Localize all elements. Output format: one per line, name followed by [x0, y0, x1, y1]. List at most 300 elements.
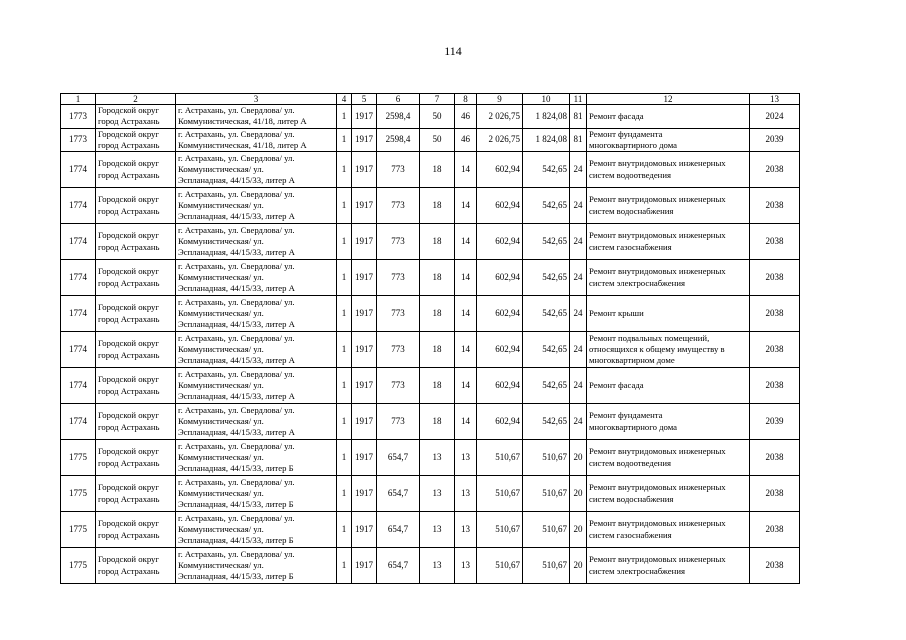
column-4-cell: 1: [337, 296, 352, 332]
column-number-header: 11: [570, 94, 587, 105]
district-cell: [96, 296, 176, 332]
column-9-cell: 510,67: [477, 440, 523, 476]
column-8-cell: 14: [455, 224, 477, 260]
column-9-cell: 510,67: [477, 548, 523, 584]
address-cell-line: г. Астрахань, ул. Свердлова/ ул.: [178, 404, 295, 415]
column-9-cell: 510,67: [477, 476, 523, 512]
column-9-cell: 602,94: [477, 296, 523, 332]
column-11-cell: 20: [570, 548, 587, 584]
plan-year-cell: 2038: [750, 332, 800, 368]
plan-year-cell: 2038: [750, 512, 800, 548]
work-type-cell-line: многоквартирного дома: [589, 421, 678, 432]
address-cell-line: Коммунистическая, 41/18, литер А: [178, 139, 307, 150]
address-cell: [176, 224, 337, 260]
work-type-cell-line: Ремонт крыши: [589, 308, 644, 319]
area-cell: 773: [377, 224, 420, 260]
area-cell: 773: [377, 296, 420, 332]
work-type-cell: [587, 368, 750, 404]
district-cell-line: город Астрахань: [98, 116, 160, 127]
address-cell-line: Коммунистическая/ ул.: [178, 560, 264, 571]
address-cell: [176, 152, 337, 188]
column-8-cell: 13: [455, 512, 477, 548]
column-number-header: 9: [477, 94, 523, 105]
row-number-cell: 1774: [61, 368, 96, 404]
area-cell: 773: [377, 332, 420, 368]
address-cell-line: г. Астрахань, ул. Свердлова/ ул.: [178, 440, 295, 451]
column-11-cell: 24: [570, 368, 587, 404]
plan-year-cell: 2038: [750, 296, 800, 332]
address-cell: [176, 260, 337, 296]
column-8-cell: 13: [455, 440, 477, 476]
year-cell: 1917: [352, 188, 377, 224]
work-type-cell: [587, 260, 750, 296]
work-type-cell-line: Ремонт внутридомовых инженерных: [589, 554, 726, 565]
address-cell-line: Коммунистическая/ ул.: [178, 164, 264, 175]
row-number-cell: 1775: [61, 548, 96, 584]
address-cell-line: г. Астрахань, ул. Свердлова/ ул.: [178, 548, 295, 559]
column-7-cell: 18: [420, 260, 455, 296]
column-10-cell: 542,65: [523, 296, 570, 332]
column-10-cell: 542,65: [523, 368, 570, 404]
work-type-cell-line: относящихся к общему имуществу в: [589, 344, 725, 355]
column-11-cell: 24: [570, 404, 587, 440]
district-cell: [96, 105, 176, 129]
column-8-cell: 46: [455, 105, 477, 129]
work-type-cell-line: Ремонт фундамента: [589, 128, 663, 139]
year-cell: 1917: [352, 512, 377, 548]
column-8-cell: 14: [455, 152, 477, 188]
year-cell: 1917: [352, 332, 377, 368]
district-cell: [96, 368, 176, 404]
column-8-cell: 46: [455, 128, 477, 152]
column-9-cell: 2 026,75: [477, 128, 523, 152]
address-cell-line: Коммунистическая/ ул.: [178, 200, 264, 211]
work-type-cell: [587, 404, 750, 440]
column-10-cell: 542,65: [523, 224, 570, 260]
address-cell-line: г. Астрахань, ул. Свердлова/ ул.: [178, 224, 295, 235]
row-number-cell: 1774: [61, 152, 96, 188]
column-9-cell: 510,67: [477, 512, 523, 548]
address-cell-line: г. Астрахань, ул. Свердлова/ ул.: [178, 512, 295, 523]
plan-year-cell: 2038: [750, 476, 800, 512]
district-cell-line: Городской округ: [98, 374, 159, 385]
table-row: [61, 296, 800, 332]
work-type-cell: [587, 224, 750, 260]
address-cell: [176, 476, 337, 512]
address-cell: [176, 105, 337, 129]
area-cell: 773: [377, 368, 420, 404]
area-cell: 654,7: [377, 476, 420, 512]
district-cell-line: Городской округ: [98, 482, 159, 493]
district-cell-line: Городской округ: [98, 128, 159, 139]
column-11-cell: 24: [570, 332, 587, 368]
area-cell: 654,7: [377, 548, 420, 584]
year-cell: 1917: [352, 368, 377, 404]
district-cell: [96, 152, 176, 188]
column-10-cell: 1 824,08: [523, 128, 570, 152]
work-type-cell-line: Ремонт фасада: [589, 110, 644, 121]
column-10-cell: 510,67: [523, 440, 570, 476]
column-10-cell: 510,67: [523, 512, 570, 548]
area-cell: 773: [377, 152, 420, 188]
address-cell: [176, 296, 337, 332]
column-8-cell: 13: [455, 476, 477, 512]
column-10-cell: 542,65: [523, 404, 570, 440]
address-cell-line: г. Астрахань, ул. Свердлова/ ул.: [178, 188, 295, 199]
column-number-header: 2: [96, 94, 176, 105]
column-4-cell: 1: [337, 512, 352, 548]
address-cell-line: Эспланадная, 44/15/33, литер А: [178, 247, 295, 258]
work-type-cell-line: Ремонт внутридомовых инженерных: [589, 518, 726, 529]
column-number-header: 12: [587, 94, 750, 105]
address-cell-line: Коммунистическая/ ул.: [178, 416, 264, 427]
year-cell: 1917: [352, 152, 377, 188]
district-cell-line: Городской округ: [98, 518, 159, 529]
address-cell-line: Коммунистическая/ ул.: [178, 452, 264, 463]
row-number-cell: 1775: [61, 512, 96, 548]
work-type-cell-line: Ремонт внутридомовых инженерных: [589, 446, 726, 457]
district-cell-line: город Астрахань: [98, 313, 160, 324]
district-cell-line: Городской округ: [98, 338, 159, 349]
address-cell-line: Коммунистическая/ ул.: [178, 380, 264, 391]
district-cell: [96, 224, 176, 260]
plan-year-cell: 2039: [750, 128, 800, 152]
column-7-cell: 13: [420, 476, 455, 512]
column-4-cell: 1: [337, 332, 352, 368]
column-number-header: 13: [750, 94, 800, 105]
address-cell-line: Эспланадная, 44/15/33, литер А: [178, 319, 295, 330]
address-cell-line: Эспланадная, 44/15/33, литер А: [178, 355, 295, 366]
address-cell-line: Эспланадная, 44/15/33, литер А: [178, 175, 295, 186]
column-4-cell: 1: [337, 128, 352, 152]
district-cell-line: город Астрахань: [98, 529, 160, 540]
work-type-cell-line: Ремонт подвальных помещений,: [589, 332, 710, 343]
column-7-cell: 50: [420, 128, 455, 152]
column-10-cell: 510,67: [523, 476, 570, 512]
area-cell: 654,7: [377, 512, 420, 548]
plan-year-cell: 2038: [750, 260, 800, 296]
district-cell-line: город Астрахань: [98, 205, 160, 216]
district-cell-line: Городской округ: [98, 554, 159, 565]
district-cell-line: город Астрахань: [98, 493, 160, 504]
column-11-cell: 20: [570, 440, 587, 476]
year-cell: 1917: [352, 476, 377, 512]
district-cell: [96, 404, 176, 440]
work-type-cell-line: систем электроснабжения: [589, 565, 685, 576]
work-type-cell-line: Ремонт внутридомовых инженерных: [589, 482, 726, 493]
district-cell: [96, 476, 176, 512]
year-cell: 1917: [352, 404, 377, 440]
column-number-header: 8: [455, 94, 477, 105]
district-cell-line: город Астрахань: [98, 139, 160, 150]
address-cell: [176, 404, 337, 440]
column-4-cell: 1: [337, 152, 352, 188]
row-number-cell: 1774: [61, 224, 96, 260]
row-number-cell: 1775: [61, 440, 96, 476]
district-cell: [96, 512, 176, 548]
column-11-cell: 81: [570, 128, 587, 152]
district-cell-line: Городской округ: [98, 105, 159, 115]
column-7-cell: 18: [420, 188, 455, 224]
plan-year-cell: 2038: [750, 368, 800, 404]
table-row: [61, 224, 800, 260]
column-number-header: 3: [176, 94, 337, 105]
table-row: [61, 332, 800, 368]
work-type-cell-line: систем водоотведения: [589, 457, 671, 468]
column-number-header: 7: [420, 94, 455, 105]
year-cell: 1917: [352, 548, 377, 584]
column-number-header: 10: [523, 94, 570, 105]
column-9-cell: 602,94: [477, 188, 523, 224]
address-cell: [176, 368, 337, 404]
year-cell: 1917: [352, 105, 377, 129]
district-cell-line: город Астрахань: [98, 385, 160, 396]
column-4-cell: 1: [337, 476, 352, 512]
work-type-cell: [587, 105, 750, 129]
column-8-cell: 14: [455, 188, 477, 224]
address-cell-line: Эспланадная, 44/15/33, литер А: [178, 391, 295, 402]
district-cell: [96, 128, 176, 152]
plan-year-cell: 2039: [750, 404, 800, 440]
column-11-cell: 81: [570, 105, 587, 129]
table-row: [61, 128, 800, 152]
address-cell-line: г. Астрахань, ул. Свердлова/ ул.: [178, 296, 295, 307]
address-cell: [176, 332, 337, 368]
column-8-cell: 14: [455, 404, 477, 440]
address-cell-line: г. Астрахань, ул. Свердлова/ ул.: [178, 368, 295, 379]
table-row: [61, 512, 800, 548]
district-cell-line: город Астрахань: [98, 565, 160, 576]
work-type-cell-line: Ремонт внутридомовых инженерных: [589, 266, 726, 277]
address-cell-line: Коммунистическая/ ул.: [178, 236, 264, 247]
column-10-cell: 510,67: [523, 548, 570, 584]
work-type-cell: [587, 476, 750, 512]
address-cell-line: Эспланадная, 44/15/33, литер А: [178, 427, 295, 438]
work-type-cell-line: систем газоснабжения: [589, 241, 672, 252]
address-cell-line: г. Астрахань, ул. Свердлова/ ул.: [178, 128, 295, 139]
work-type-cell: [587, 440, 750, 476]
district-cell-line: Городской округ: [98, 158, 159, 169]
work-type-cell-line: систем водоотведения: [589, 169, 671, 180]
column-number-header: 6: [377, 94, 420, 105]
column-10-cell: 542,65: [523, 332, 570, 368]
column-11-cell: 20: [570, 512, 587, 548]
table-row: [61, 476, 800, 512]
district-cell-line: Городской округ: [98, 410, 159, 421]
work-type-cell: [587, 332, 750, 368]
column-10-cell: 542,65: [523, 152, 570, 188]
work-type-cell-line: Ремонт фундамента: [589, 410, 663, 421]
year-cell: 1917: [352, 260, 377, 296]
year-cell: 1917: [352, 440, 377, 476]
column-7-cell: 18: [420, 224, 455, 260]
plan-year-cell: 2038: [750, 188, 800, 224]
work-type-cell-line: систем газоснабжения: [589, 529, 672, 540]
work-type-cell-line: Ремонт внутридомовых инженерных: [589, 158, 726, 169]
column-11-cell: 24: [570, 296, 587, 332]
column-8-cell: 14: [455, 296, 477, 332]
column-10-cell: 542,65: [523, 260, 570, 296]
table-row: [61, 440, 800, 476]
column-number-row: [61, 94, 800, 105]
table-row: [61, 188, 800, 224]
work-type-cell: [587, 296, 750, 332]
column-9-cell: 602,94: [477, 332, 523, 368]
table-body: [61, 105, 800, 584]
work-type-cell-line: Ремонт внутридомовых инженерных: [589, 194, 726, 205]
address-cell-line: Коммунистическая/ ул.: [178, 344, 264, 355]
work-type-cell-line: Ремонт фасада: [589, 380, 644, 391]
plan-year-cell: 2038: [750, 152, 800, 188]
column-4-cell: 1: [337, 224, 352, 260]
work-type-cell-line: систем водоснабжения: [589, 493, 674, 504]
address-cell-line: г. Астрахань, ул. Свердлова/ ул.: [178, 476, 295, 487]
column-7-cell: 18: [420, 152, 455, 188]
column-4-cell: 1: [337, 260, 352, 296]
column-4-cell: 1: [337, 548, 352, 584]
address-cell: [176, 548, 337, 584]
district-cell-line: город Астрахань: [98, 421, 160, 432]
district-cell-line: город Астрахань: [98, 169, 160, 180]
table-row: [61, 260, 800, 296]
year-cell: 1917: [352, 296, 377, 332]
work-type-cell-line: многоквартирного дома: [589, 139, 678, 150]
table-row: [61, 105, 800, 129]
column-number-header: 5: [352, 94, 377, 105]
address-cell-line: Эспланадная, 44/15/33, литер Б: [178, 463, 294, 474]
repair-schedule-table: [60, 93, 800, 584]
district-cell-line: город Астрахань: [98, 277, 160, 288]
address-cell-line: Коммунистическая/ ул.: [178, 524, 264, 535]
district-cell-line: Городской округ: [98, 266, 159, 277]
work-type-cell-line: систем водоснабжения: [589, 205, 674, 216]
work-type-cell-line: многоквартирном доме: [589, 355, 675, 366]
area-cell: 2598,4: [377, 128, 420, 152]
work-type-cell: [587, 548, 750, 584]
district-cell-line: город Астрахань: [98, 457, 160, 468]
row-number-cell: 1773: [61, 128, 96, 152]
year-cell: 1917: [352, 128, 377, 152]
address-cell-line: г. Астрахань, ул. Свердлова/ ул.: [178, 152, 295, 163]
column-7-cell: 13: [420, 512, 455, 548]
column-8-cell: 14: [455, 368, 477, 404]
district-cell-line: Городской округ: [98, 194, 159, 205]
area-cell: 654,7: [377, 440, 420, 476]
column-7-cell: 18: [420, 368, 455, 404]
column-11-cell: 24: [570, 152, 587, 188]
district-cell: [96, 548, 176, 584]
address-cell-line: Эспланадная, 44/15/33, литер Б: [178, 535, 294, 546]
work-type-cell: [587, 188, 750, 224]
column-9-cell: 602,94: [477, 224, 523, 260]
column-7-cell: 50: [420, 105, 455, 129]
address-cell-line: Эспланадная, 44/15/33, литер Б: [178, 571, 294, 582]
work-type-cell: [587, 152, 750, 188]
table-row: [61, 368, 800, 404]
column-7-cell: 13: [420, 548, 455, 584]
row-number-cell: 1774: [61, 296, 96, 332]
table-row: [61, 152, 800, 188]
district-cell-line: Городской округ: [98, 446, 159, 457]
column-4-cell: 1: [337, 188, 352, 224]
address-cell: [176, 512, 337, 548]
column-9-cell: 602,94: [477, 404, 523, 440]
row-number-cell: 1774: [61, 188, 96, 224]
plan-year-cell: 2024: [750, 105, 800, 129]
address-cell-line: Коммунистическая, 41/18, литер А: [178, 116, 307, 127]
column-9-cell: 602,94: [477, 368, 523, 404]
district-cell-line: Городской округ: [98, 230, 159, 241]
column-10-cell: 542,65: [523, 188, 570, 224]
row-number-cell: 1774: [61, 404, 96, 440]
district-cell-line: Городской округ: [98, 302, 159, 313]
column-7-cell: 18: [420, 332, 455, 368]
column-9-cell: 602,94: [477, 260, 523, 296]
area-cell: 2598,4: [377, 105, 420, 129]
area-cell: 773: [377, 404, 420, 440]
address-cell-line: г. Астрахань, ул. Свердлова/ ул.: [178, 105, 295, 115]
address-cell-line: г. Астрахань, ул. Свердлова/ ул.: [178, 260, 295, 271]
work-type-cell-line: систем электроснабжения: [589, 277, 685, 288]
table-row: [61, 548, 800, 584]
district-cell: [96, 260, 176, 296]
column-8-cell: 14: [455, 260, 477, 296]
address-cell-line: Коммунистическая/ ул.: [178, 308, 264, 319]
column-11-cell: 24: [570, 188, 587, 224]
area-cell: 773: [377, 188, 420, 224]
column-7-cell: 18: [420, 296, 455, 332]
address-cell-line: Эспланадная, 44/15/33, литер Б: [178, 499, 294, 510]
address-cell-line: Коммунистическая/ ул.: [178, 272, 264, 283]
row-number-cell: 1775: [61, 476, 96, 512]
column-4-cell: 1: [337, 440, 352, 476]
district-cell-line: город Астрахань: [98, 349, 160, 360]
column-7-cell: 13: [420, 440, 455, 476]
column-4-cell: 1: [337, 105, 352, 129]
column-10-cell: 1 824,08: [523, 105, 570, 129]
row-number-cell: 1773: [61, 105, 96, 129]
address-cell-line: Эспланадная, 44/15/33, литер А: [178, 283, 295, 294]
column-8-cell: 14: [455, 332, 477, 368]
column-4-cell: 1: [337, 404, 352, 440]
work-type-cell: [587, 128, 750, 152]
column-11-cell: 20: [570, 476, 587, 512]
district-cell: [96, 188, 176, 224]
work-type-cell-line: Ремонт внутридомовых инженерных: [589, 230, 726, 241]
row-number-cell: 1774: [61, 260, 96, 296]
column-8-cell: 13: [455, 548, 477, 584]
page-number: 114: [444, 44, 462, 58]
table-row: [61, 404, 800, 440]
column-number-header: 4: [337, 94, 352, 105]
column-11-cell: 24: [570, 224, 587, 260]
column-9-cell: 602,94: [477, 152, 523, 188]
area-cell: 773: [377, 260, 420, 296]
work-type-cell: [587, 512, 750, 548]
column-9-cell: 2 026,75: [477, 105, 523, 129]
column-7-cell: 18: [420, 404, 455, 440]
address-cell-line: г. Астрахань, ул. Свердлова/ ул.: [178, 332, 295, 343]
plan-year-cell: 2038: [750, 440, 800, 476]
address-cell: [176, 128, 337, 152]
column-4-cell: 1: [337, 368, 352, 404]
district-cell: [96, 332, 176, 368]
district-cell-line: город Астрахань: [98, 241, 160, 252]
district-cell: [96, 440, 176, 476]
address-cell: [176, 188, 337, 224]
plan-year-cell: 2038: [750, 224, 800, 260]
plan-year-cell: 2038: [750, 548, 800, 584]
